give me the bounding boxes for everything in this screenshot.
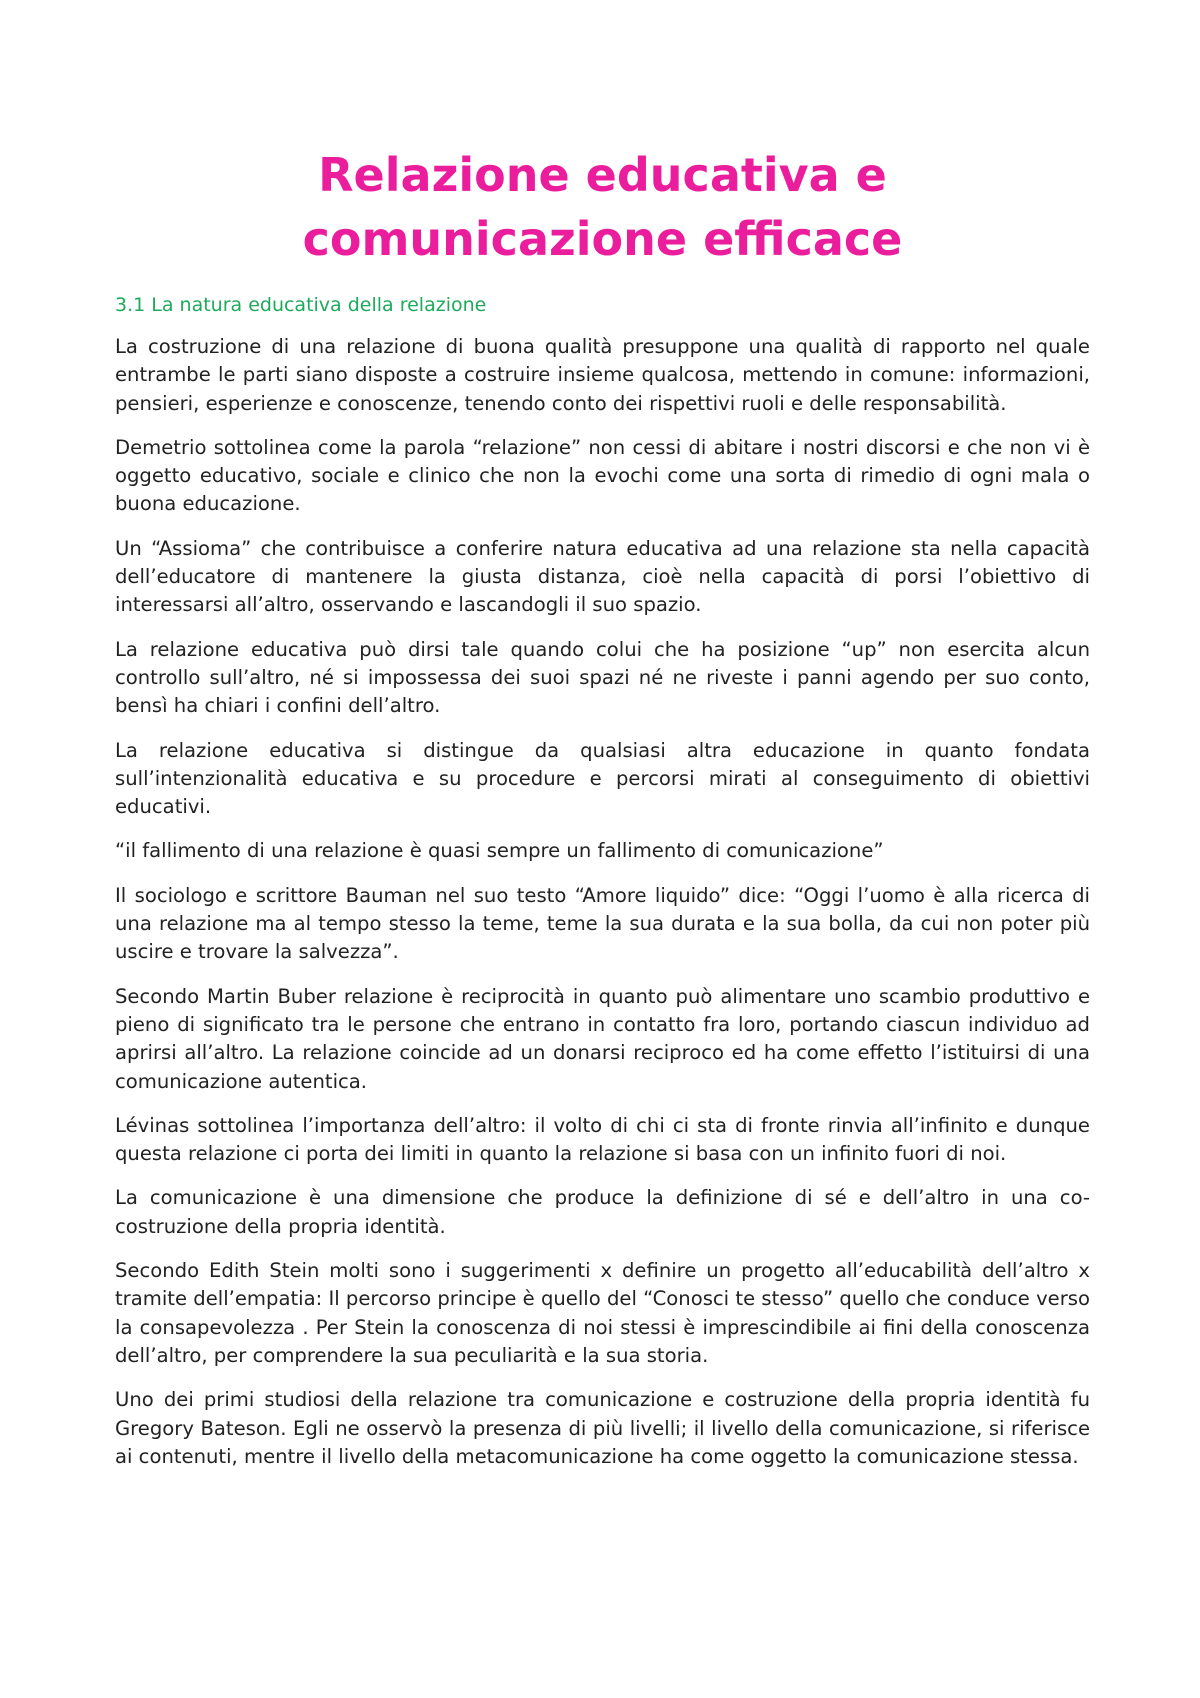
paragraph: La costruzione di una relazione di buona qualità presuppone una qualità di rapporto nel quale entrambe le parti siano disposte a costruire insieme qualcosa, mettendo in comune: informazioni, pensieri, esperienze e conoscenze, tenendo conto dei rispettivi ruoli e delle responsabilità. xyxy=(115,335,1090,415)
quote-paragraph: “il fallimento di una relazione è quasi sempre un fallimento di comunicazione” xyxy=(115,839,884,863)
document-title xyxy=(115,143,1090,271)
document-body xyxy=(115,333,1090,1471)
title-line-2: comunicazione efficace xyxy=(302,212,903,266)
title-line-1: Relazione educativa e xyxy=(318,148,887,202)
paragraph: La comunicazione è una dimensione che produce la definizione di sé e dell’altro in una co-costruzione della propria identità. xyxy=(115,1186,1090,1238)
paragraph: La relazione educativa si distingue da qualsiasi altra educazione in quanto fondata sull’intenzionalità educativa e su procedure e percorsi mirati al conseguimento di obiettivi educativi. xyxy=(115,738,1090,819)
paragraph: Secondo Martin Buber relazione è reciprocità in quanto può alimentare uno scambio produttivo e pieno di significato tra le persone che entrano in contatto fra loro, portando ciascun individuo ad aprirsi all’altro. La relazione coincide ad un donarsi reciproco ed ha come effetto l’istituirsi di una comunicazione autentica. xyxy=(115,984,1090,1093)
paragraph: Uno dei primi studiosi della relazione tra comunicazione e costruzione della propria identità fu Gregory Bateson. Egli ne osservò la presenza di più livelli; il livello della comunicazione, si riferisce ai contenuti, mentre il livello della metacomunicazione ha come oggetto la comunicazione stessa. xyxy=(115,1388,1090,1468)
paragraph: Lévinas sottolinea l’importanza dell’altro: il volto di chi ci sta di fronte rinvia all’infinito e dunque questa relazione ci porta dei limiti in quanto la relazione si basa con un infinito fuori di noi. xyxy=(115,1113,1090,1166)
paragraph: La relazione educativa può dirsi tale quando colui che ha posizione “up” non esercita alcun controllo sull’altro, né si impossessa dei suoi spazi né ne riveste i panni agendo per suo conto, bensì ha chiari i confini dell’altro. xyxy=(115,637,1090,718)
paragraph: Il sociologo e scrittore Bauman nel suo testo “Amore liquido” dice: “Oggi l’uomo è alla ricerca di una relazione ma al tempo stesso la teme, teme la sua durata e la sua bolla, da cui non poter più uscire e trovare la salvezza”. xyxy=(115,883,1090,964)
paragraph: Un “Assioma” che contribuisce a conferire natura educativa ad una relazione sta nella capacità dell’educatore di mantenere la giusta distanza, cioè nella capacità di porsi l’obiettivo di interessarsi all’altro, osservando e lascandogli il suo spazio. xyxy=(115,536,1090,617)
paragraph: Demetrio sottolinea come la parola “relazione” non cessi di abitare i nostri discorsi e che non vi è oggetto educativo, sociale e clinico che non la evochi come una sorta di rimedio di ogni mala o buona educazione. xyxy=(115,435,1090,516)
paragraph: Secondo Edith Stein molti sono i suggerimenti x definire un progetto all’educabilità dell’altro x tramite dell’empatia: Il percorso principe è quello del “Conosci te stesso” quello che conduce verso la consapevolezza . Per Stein la conoscenza di noi stessi è imprescindibile ai fini della conoscenza dell’altro, per comprendere la sua peculiarità e la sua storia. xyxy=(115,1259,1090,1367)
section-heading: 3.1 La natura educativa della relazione xyxy=(115,294,487,316)
